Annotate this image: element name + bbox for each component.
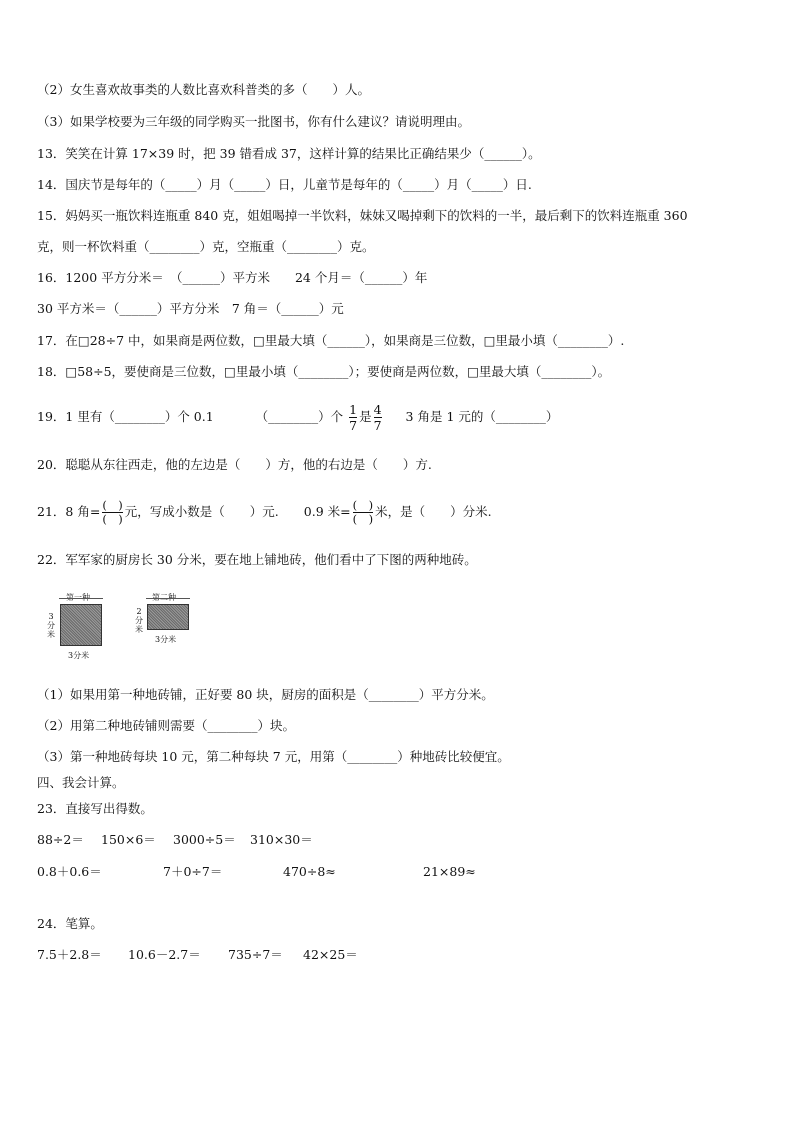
tile-side-label: 3分米 [47, 612, 55, 639]
question-22-part3: （3）第一种地砖每块 10 元，第二种每块 7 元，用第（________）种地砖比较便宜。 [37, 749, 510, 764]
fraction-numerator: 4 [373, 402, 382, 417]
question-20: 20．聪聪从东往西走，他的左边是（ ）方，他的右边是（ ）方. [37, 457, 432, 472]
question-19 [37, 397, 558, 437]
calc-item: 7.5＋2.8＝ [37, 947, 102, 962]
question-16-line1: 16．1200 平方分米＝ （______）平方米 24 个月＝（______）年 [37, 270, 428, 285]
question-18: 18．□58÷5，要使商是三位数，□里最小填（________）；要使商是两位数，□里最大填（________）。 [37, 364, 611, 379]
calc-item: 150×6＝ [101, 832, 156, 847]
question-14: 14．国庆节是每年的（_____）月（_____）日，儿童节是每年的（_____）月（_____）日. [37, 177, 532, 192]
q21-part-a: 21．8 角= [37, 504, 101, 519]
question-21 [37, 492, 492, 532]
question-16-line2: 30 平方米＝（______）平方分米 7 角＝（______）元 [37, 301, 344, 316]
calc-item: 0.8＋0.6＝ [37, 864, 102, 879]
fraction-denominator: 7 [373, 418, 382, 433]
fraction-numerator: 1 [349, 402, 358, 417]
tile-figure-1 [46, 592, 116, 662]
calc-item: 88÷2＝ [37, 832, 84, 847]
question-15-line2: 克，则一杯饮料重（________）克，空瓶重（________）克。 [37, 239, 375, 254]
tile-caption: 第二种 [152, 593, 176, 602]
calc-item: 42×25＝ [303, 947, 358, 962]
fraction-denominator: 7 [349, 418, 358, 433]
fraction-numerator: ( ) [352, 498, 374, 512]
fraction-one-seventh [349, 402, 357, 433]
fraction-four-sevenths [374, 402, 382, 433]
question-23-row2 [37, 864, 476, 880]
question-17: 17．在□28÷7 中，如果商是两位数，□里最大填（______），如果商是三位数，□里最小填（________）. [37, 333, 625, 348]
tile-figure-2 [132, 592, 202, 652]
calc-item: 10.6－2.7＝ [128, 947, 201, 962]
q12-part3: （3）如果学校要为三年级的同学购买一批图书，你有什么建议？请说明理由。 [37, 114, 470, 129]
fraction-denominator: ( ) [352, 512, 374, 526]
fraction-numerator: ( ) [102, 498, 123, 512]
q21-part-b: 元，写成小数是（ ）元. 0.9 米= [124, 504, 351, 519]
tile-rectangle [147, 604, 189, 630]
tile-bottom-label: 3分米 [68, 651, 90, 660]
question-22-stem: 22．军军家的厨房长 30 分米，要在地上铺地砖，他们看中了下图的两种地砖。 [37, 552, 477, 567]
calc-item: 735÷7＝ [228, 947, 283, 962]
section-heading: 四、我会计算。 [37, 775, 125, 790]
question-24-row1 [37, 947, 358, 963]
question-15-line1: 15．妈妈买一瓶饮料连瓶重 840 克，姐姐喝掉一半饮料，妹妹又喝掉剩下的饮料的一半，最后剩下的饮料连瓶重 360 [37, 208, 688, 223]
question-22-part2: （2）用第二种地砖铺则需要（________）块。 [37, 718, 295, 733]
q12-part2: （2）女生喜欢故事类的人数比喜欢科普类的多（ ）人。 [37, 82, 370, 97]
tile-side-label: 2分米 [135, 607, 143, 634]
calc-item: 470÷8≈ [283, 864, 336, 879]
tile-caption: 第一种 [66, 593, 90, 602]
blank-fraction [102, 499, 122, 526]
calc-item: 21×89≈ [423, 864, 476, 879]
question-23-row1 [37, 832, 313, 848]
question-13: 13．笑笑在计算 17×39 时，把 39 错看成 37，这样计算的结果比正确结果少（______）。 [37, 146, 541, 161]
calc-item: 3000÷5＝ [173, 832, 236, 847]
tile-square [60, 604, 102, 646]
blank-fraction [353, 499, 373, 526]
q21-part-c: 米，是（ ）分米. [375, 504, 492, 519]
q19-part-c: 3 角是 1 元的（________） [405, 409, 559, 424]
question-22-part1: （1）如果用第一种地砖铺，正好要 80 块，厨房的面积是（________）平方分米。 [37, 687, 494, 702]
q19-part-b: （________）个 [255, 409, 344, 424]
q19-is: 是 [359, 409, 372, 424]
calc-item: 310×30＝ [250, 832, 313, 847]
calc-item: 7＋0÷7＝ [163, 864, 223, 879]
fraction-denominator: ( ) [102, 512, 123, 526]
question-24-stem: 24．笔算。 [37, 916, 103, 931]
question-23-stem: 23．直接写出得数。 [37, 801, 153, 816]
q19-part-a: 19．1 里有（________）个 0.1 [37, 409, 214, 424]
tile-bottom-label: 3分米 [155, 635, 177, 644]
